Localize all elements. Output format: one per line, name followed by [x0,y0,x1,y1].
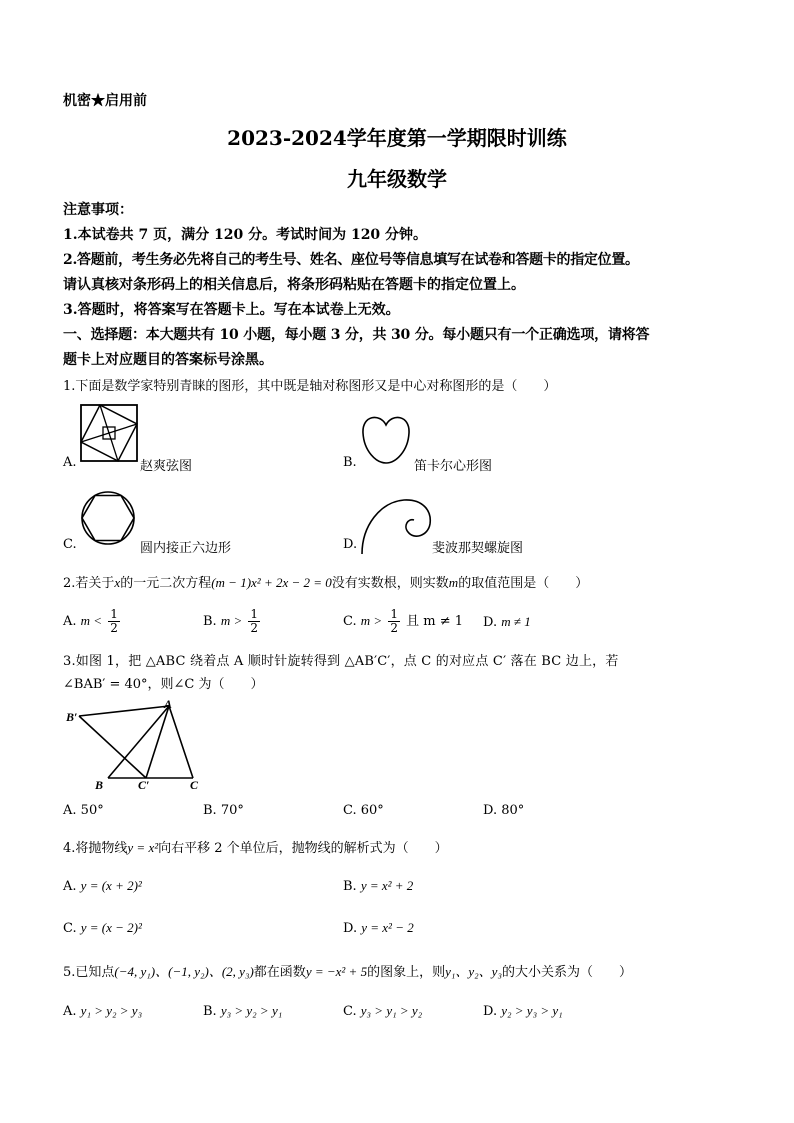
note-3: 3.答题时，将答案写在答题卡上。写在本试卷上无效。 [63,302,400,318]
q2-option-b [203,608,262,635]
notes-heading: 注意事项： [63,202,133,218]
fraction-denominator: 2 [390,621,398,635]
q4-option-d-text: y = x² − 2 [361,920,414,935]
q3-option-b-text: 70° [220,803,244,818]
q4-option-a-letter: A. [63,879,77,894]
q2-var-x: x [114,575,121,590]
q1-option-c-caption: 圆内接正六边形 [140,541,232,556]
q4-option-b-text: y = x² + 2 [360,878,414,893]
q3-option-d-text: 80° [501,803,525,818]
q4-option-c [63,920,142,936]
q3-option-a-text: 50° [80,803,104,818]
q4-option-b [343,878,413,894]
q3-line1: 3.如图 1，把 △ABC 绕着点 A 顺时针旋转得到 △AB′C′，点 C 的对应点 C′ 落在 BC 边上，若 [63,654,619,669]
q2-var-m: m [448,575,459,590]
q2-stem-d: 的取值范围是（ ） [458,576,589,591]
confidential-mark: 机密★启用前 [63,93,147,109]
q5-vars: y₁、y₂、y₃ [445,964,502,979]
q1-option-a-caption: 赵爽弦图 [140,459,193,474]
fraction-numerator: 1 [110,607,118,621]
q2-option-b-letter: B. [203,614,217,629]
q1-option-a-letter: A. [63,455,77,470]
q5-option-b-letter: B. [203,1004,217,1019]
q2-stem-c: 没有实数根，则实数 [331,576,449,591]
q2-stem [63,572,588,591]
q5-option-c [343,1003,422,1019]
q2-option-d [483,614,531,630]
q5-stem [63,961,632,980]
q4-option-c-letter: C. [63,921,77,936]
note-1: 1.本试卷共 7 页，满分 120 分。考试时间为 120 分钟。 [63,227,428,243]
q3-option-a [63,803,104,818]
q5-points: (−4, y₁)、(−1, y₂)、(2, y₃) [114,964,254,979]
section1-line2: 题卡上对应题目的答案标号涂黑。 [63,352,273,368]
cardioid-figure [360,413,412,465]
q3-option-c [343,803,384,818]
q3-option-b [203,803,244,818]
q1-stem: 1.下面是数学家特别青睐的图形，其中既是轴对称图形又是中心对称图形的是（ ） [63,379,557,394]
q5-option-a [63,1003,142,1019]
q5-function: y = −x² + 5 [305,964,368,979]
fraction-numerator: 1 [250,607,259,621]
fraction-numerator: 1 [390,607,398,621]
point-label-b: B [95,778,104,792]
q5-option-b-text: y₃ > y₂ > y₁ [220,1003,283,1018]
q2-option-a-letter: A. [63,614,77,629]
q5-option-c-text: y₃ > y₁ > y₂ [360,1003,423,1018]
q4-option-a-text: y = (x + 2)² [80,878,142,893]
q4-stem-b: 向右平移 2 个单位后，抛物线的解析式为（ ） [158,841,448,856]
q5-stem-b: 都在函数 [253,965,306,980]
q2-option-a-pre: m < [80,613,103,628]
q2-option-c-letter: C. [343,614,357,629]
q2-option-b-pre: m > [220,613,243,628]
q5-option-b [203,1003,282,1019]
q4-option-d-letter: D. [343,921,358,936]
q5-stem-d: 的大小关系为（ ） [501,965,632,980]
q3-option-a-letter: A. [63,803,77,818]
q2-option-d-pre: m ≠ 1 [501,614,531,629]
q1-option-c-letter: C. [63,537,77,552]
q2-option-b-fraction [248,608,260,635]
q2-equation: (m − 1)x² + 2x − 2 = 0 [211,575,332,590]
q4-equation: y = x² [127,840,159,855]
q2-option-a [63,608,122,635]
q2-option-c-post: 且 m ≠ 1 [406,614,463,629]
note-2: 2.答题前，考生务必先将自己的考生号、姓名、座位号等信息填写在试卷和答题卡的指定位置。 [63,252,639,268]
q3-line2: ∠BAB′ = 40°，则∠C 为（ ） [63,677,264,692]
q2-option-c [343,608,463,635]
q5-option-a-text: y₁ > y₂ > y₃ [80,1003,143,1018]
q3-option-c-letter: C. [343,803,357,818]
q5-option-c-letter: C. [343,1004,357,1019]
inscribed-hexagon-figure [80,490,136,546]
q2-option-d-letter: D. [483,615,498,630]
q2-option-a-fraction [108,608,120,635]
point-label-c-prime: C′ [138,778,150,792]
q4-stem-a: 4.将抛物线 [63,841,128,856]
q3-option-c-text: 60° [360,803,384,818]
fraction-denominator: 2 [250,621,259,635]
exam-subtitle: 九年级数学 [347,167,447,191]
zhao-shuang-figure [80,404,138,462]
q5-stem-a: 5.已知点 [63,965,115,980]
point-label-c: C [190,778,199,792]
q4-stem [63,837,448,856]
q3-option-d-letter: D. [483,803,498,818]
q4-option-a [63,878,142,894]
point-label-b-prime: B′ [66,710,78,724]
fraction-denominator: 2 [110,621,118,635]
q5-stem-c: 的图象上，则 [367,965,446,980]
q1-option-b-caption: 笛卡尔心形图 [414,459,493,474]
q4-option-c-text: y = (x − 2)² [80,920,142,935]
q1-option-d-letter: D. [343,537,358,552]
q5-option-a-letter: A. [63,1004,77,1019]
q3-option-d [483,803,524,818]
point-label-a: A [164,697,173,711]
q5-option-d-text: y₂ > y₃ > y₁ [501,1003,563,1018]
q2-stem-b: 的一元二次方程 [120,576,212,591]
q1-option-d-caption: 斐波那契螺旋图 [432,541,524,556]
q5-option-d [483,1003,563,1019]
section1-line1: 一、选择题：本大题共有 10 小题，每小题 3 分，共 30 分。每小题只有一个正确选项，请将答 [63,327,650,343]
q2-option-c-fraction [388,608,400,635]
exam-title: 2023-2024学年度第一学期限时训练 [227,126,567,150]
q1-option-b-letter: B. [343,455,357,470]
q4-option-b-letter: B. [343,879,357,894]
fibonacci-spiral-figure [360,496,432,556]
q2-stem-a: 2.若关于 [63,576,115,591]
q3-option-b-letter: B. [203,803,217,818]
note-2-cont: 请认真核对条形码上的相关信息后，将条形码粘贴在答题卡的指定位置上。 [63,277,525,293]
q5-option-d-letter: D. [483,1004,498,1019]
q2-option-c-pre: m > [360,613,383,628]
q4-option-d [343,920,414,936]
